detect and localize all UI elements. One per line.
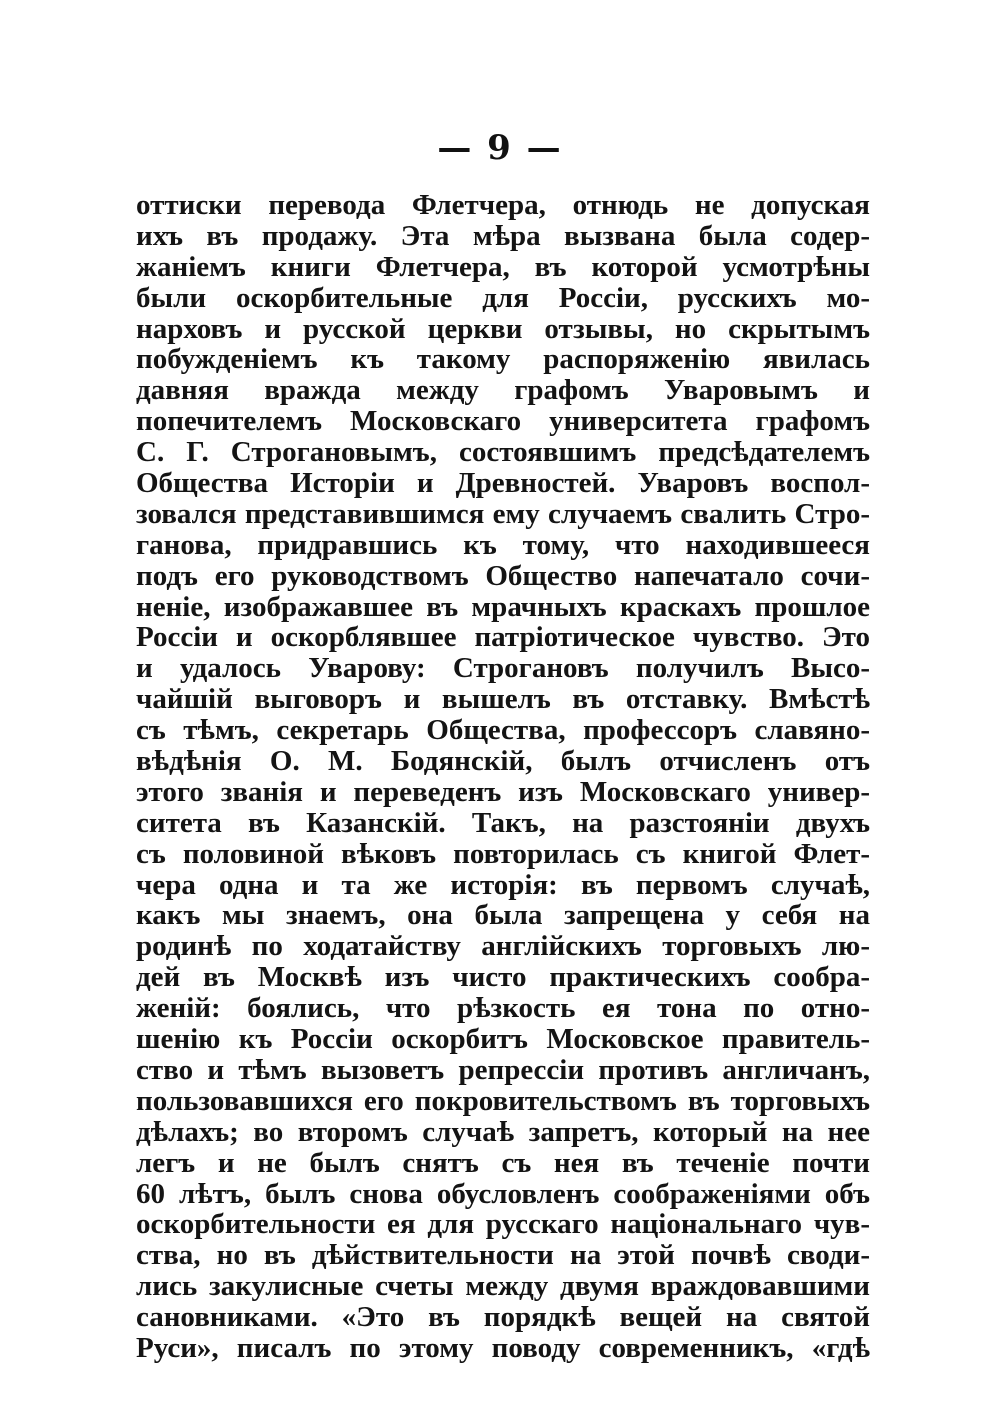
- text-line: ганова, придравшись къ тому, что находившееся: [136, 529, 870, 561]
- text-line: подъ его руководствомъ Общество напечатало сочи-: [136, 560, 870, 592]
- text-line: дей въ Москвѣ изъ чисто практическихъ сообра-: [136, 962, 870, 994]
- text-line: и удалось Уварову: Строгановъ получилъ Высо-: [136, 653, 870, 685]
- text-line: попечителемъ Московскаго университета графомъ: [136, 406, 870, 438]
- text-line: Общества Исторіи и Древностей. Уваровъ воспол-: [136, 468, 870, 499]
- text-line: давняя вражда между графомъ Уваровымъ и: [136, 375, 870, 407]
- page-number: — 9 —: [437, 128, 563, 168]
- text-line: этого званія и переведенъ изъ Московскаго универ-: [136, 776, 870, 808]
- text-line: шенію къ Россіи оскорбитъ Московское правитель-: [136, 1024, 870, 1055]
- text-line: съ половиной вѣковъ повторилась съ книгой Флет-: [136, 838, 870, 870]
- text-line: Россіи и оскорблявшее патріотическое чувство. Это: [136, 622, 870, 654]
- text-line: сановниками. «Это въ порядкѣ вещей на святой: [136, 1302, 870, 1333]
- text-line: родинѣ по ходатайству англійскихъ торговыхъ лю-: [136, 931, 870, 963]
- text-line: оскорбительности ея для русскаго національнаго чув-: [136, 1209, 870, 1241]
- text-line: пользовавшихся его покровительствомъ въ торговыхъ: [136, 1085, 870, 1117]
- text-line: чайшій выговоръ и вышелъ въ отставку. Вмѣстѣ: [136, 684, 870, 716]
- text-line: неніе, изображавшее въ мрачныхъ краскахъ прошлое: [136, 591, 870, 623]
- text-line: легъ и не былъ снятъ съ нея въ теченіе почти: [136, 1147, 870, 1179]
- text-line: чера одна и та же исторія: въ первомъ случаѣ,: [136, 869, 870, 901]
- text-line: жаніемъ книги Флетчера, въ которой усмотрѣны: [136, 251, 870, 283]
- text-line: лись закулисные счеты между двумя враждовавшими: [136, 1271, 870, 1303]
- text-line: вѣдѣнія О. М. Бодянскій, былъ отчисленъ отъ: [136, 746, 870, 777]
- text-line: ство и тѣмъ вызоветъ репрессіи противъ англичанъ,: [136, 1054, 870, 1086]
- text-line: ситета въ Казанскій. Такъ, на разстояніи двухъ: [136, 807, 870, 839]
- text-line: зовался представившимся ему случаемъ свалить Стро-: [136, 498, 870, 530]
- text-line: 60 лѣтъ, былъ снова обусловленъ соображеніями объ: [136, 1178, 870, 1210]
- text-line: Руси», писалъ по этому поводу современникъ, «гдѣ: [136, 1332, 870, 1364]
- text-line: какъ мы знаемъ, она была запрещена у себя на: [136, 900, 870, 932]
- text-line: были оскорбительные для Россіи, русскихъ мо-: [136, 282, 870, 314]
- text-line: ихъ въ продажу. Эта мѣра вызвана была содер-: [136, 220, 870, 252]
- body-text: [136, 190, 870, 1364]
- text-line: нарховъ и русской церкви отзывы, но скрытымъ: [136, 313, 870, 345]
- text-line: съ тѣмъ, секретарь Общества, профессоръ славяно-: [136, 715, 870, 747]
- text-line: женій: боялись, что рѣзкость ея тона по отно-: [136, 993, 870, 1025]
- text-line: ства, но въ дѣйствительности на этой почвѣ своди-: [136, 1240, 870, 1272]
- text-line: С. Г. Строгановымъ, состоявшимъ предсѣдателемъ: [136, 437, 870, 469]
- text-line: дѣлахъ; во второмъ случаѣ запретъ, который на нее: [136, 1116, 870, 1148]
- text-line: побужденіемъ къ такому распоряженію явилась: [136, 344, 870, 376]
- text-line: оттиски перевода Флетчера, отнюдь не допуская: [136, 190, 870, 221]
